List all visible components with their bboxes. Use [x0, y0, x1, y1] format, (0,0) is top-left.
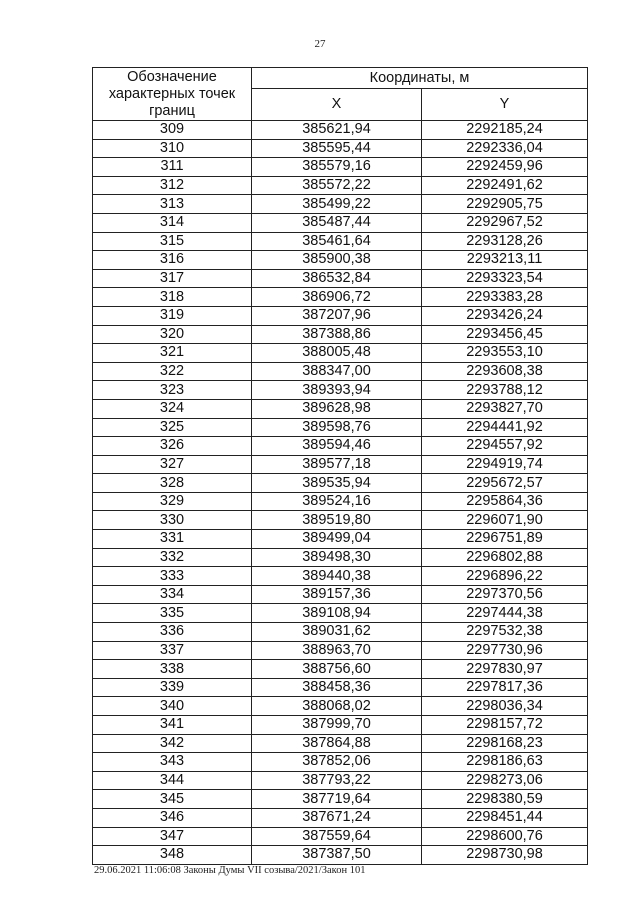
table-row: [93, 585, 588, 604]
y-cell: 2298600,76: [422, 827, 588, 846]
x-cell: 385487,44: [252, 213, 422, 232]
table-row: [93, 846, 588, 865]
table-row: [93, 716, 588, 735]
y-cell: 2292336,04: [422, 139, 588, 158]
x-cell: 386906,72: [252, 288, 422, 307]
x-cell: 389524,16: [252, 492, 422, 511]
y-cell: 2293426,24: [422, 306, 588, 325]
x-cell: 387388,86: [252, 325, 422, 344]
table-row: [93, 734, 588, 753]
x-cell: 385579,16: [252, 158, 422, 177]
point-cell: 313: [93, 195, 252, 214]
x-cell: 385900,38: [252, 251, 422, 270]
x-cell: 389108,94: [252, 604, 422, 623]
y-cell: 2293827,70: [422, 399, 588, 418]
table-row: [93, 771, 588, 790]
table-row: [93, 362, 588, 381]
x-cell: 388068,02: [252, 697, 422, 716]
point-cell: 332: [93, 548, 252, 567]
x-cell: 387719,64: [252, 790, 422, 809]
x-cell: 389535,94: [252, 474, 422, 493]
table-row: [93, 399, 588, 418]
point-cell: 338: [93, 660, 252, 679]
x-cell: 387207,96: [252, 306, 422, 325]
y-cell: 2298168,23: [422, 734, 588, 753]
header-x: X: [252, 89, 422, 121]
point-cell: 341: [93, 716, 252, 735]
table-row: [93, 492, 588, 511]
table-row: [93, 827, 588, 846]
x-cell: 387671,24: [252, 808, 422, 827]
table-row: [93, 623, 588, 642]
y-cell: 2294557,92: [422, 437, 588, 456]
y-cell: 2296751,89: [422, 530, 588, 549]
y-cell: 2297370,56: [422, 585, 588, 604]
y-cell: 2292459,96: [422, 158, 588, 177]
point-cell: 323: [93, 381, 252, 400]
point-cell: 344: [93, 771, 252, 790]
y-cell: 2298186,63: [422, 753, 588, 772]
y-cell: 2293383,28: [422, 288, 588, 307]
table-row: [93, 474, 588, 493]
page-number: 27: [314, 38, 326, 50]
point-cell: 314: [93, 213, 252, 232]
x-cell: 385621,94: [252, 121, 422, 140]
y-cell: 2294441,92: [422, 418, 588, 437]
y-cell: 2298273,06: [422, 771, 588, 790]
table-row: [93, 604, 588, 623]
point-cell: 340: [93, 697, 252, 716]
y-cell: 2297817,36: [422, 678, 588, 697]
y-cell: 2293788,12: [422, 381, 588, 400]
point-cell: 339: [93, 678, 252, 697]
x-cell: 385461,64: [252, 232, 422, 251]
table-row: [93, 344, 588, 363]
point-cell: 312: [93, 176, 252, 195]
point-cell: 334: [93, 585, 252, 604]
table-row: [93, 437, 588, 456]
point-cell: 317: [93, 269, 252, 288]
x-cell: 387793,22: [252, 771, 422, 790]
table-row: [93, 288, 588, 307]
x-cell: 387999,70: [252, 716, 422, 735]
y-cell: 2297730,96: [422, 641, 588, 660]
x-cell: 389440,38: [252, 567, 422, 586]
point-cell: 320: [93, 325, 252, 344]
point-cell: 330: [93, 511, 252, 530]
point-cell: 321: [93, 344, 252, 363]
table-row: [93, 325, 588, 344]
table-row: [93, 381, 588, 400]
point-cell: 336: [93, 623, 252, 642]
table-row: [93, 678, 588, 697]
x-cell: 389393,94: [252, 381, 422, 400]
x-cell: 389628,98: [252, 399, 422, 418]
table-row: [93, 251, 588, 270]
point-cell: 345: [93, 790, 252, 809]
y-cell: 2295672,57: [422, 474, 588, 493]
x-cell: 389499,04: [252, 530, 422, 549]
footer-stamp: 29.06.2021 11:06:08 Законы Думы VII созыва/2021/Закон 101: [94, 865, 366, 876]
y-cell: 2293608,38: [422, 362, 588, 381]
table-row: [93, 567, 588, 586]
y-cell: 2298036,34: [422, 697, 588, 716]
table-row: [93, 455, 588, 474]
x-cell: 385572,22: [252, 176, 422, 195]
x-cell: 389157,36: [252, 585, 422, 604]
x-cell: 388005,48: [252, 344, 422, 363]
point-cell: 322: [93, 362, 252, 381]
table-row: [93, 753, 588, 772]
point-cell: 346: [93, 808, 252, 827]
y-cell: 2293213,11: [422, 251, 588, 270]
x-cell: 387852,06: [252, 753, 422, 772]
x-cell: 388963,70: [252, 641, 422, 660]
table-row: [93, 530, 588, 549]
table-row: [93, 158, 588, 177]
y-cell: 2298451,44: [422, 808, 588, 827]
x-cell: 387864,88: [252, 734, 422, 753]
table-row: [93, 548, 588, 567]
x-cell: 388347,00: [252, 362, 422, 381]
point-cell: 319: [93, 306, 252, 325]
y-cell: 2298380,59: [422, 790, 588, 809]
x-cell: 387387,50: [252, 846, 422, 865]
point-cell: 331: [93, 530, 252, 549]
table-row: [93, 660, 588, 679]
point-cell: 329: [93, 492, 252, 511]
x-cell: 388756,60: [252, 660, 422, 679]
y-cell: 2296802,88: [422, 548, 588, 567]
point-cell: 347: [93, 827, 252, 846]
table-row: [93, 511, 588, 530]
coordinates-table: [92, 67, 588, 865]
point-cell: 342: [93, 734, 252, 753]
point-cell: 333: [93, 567, 252, 586]
y-cell: 2298157,72: [422, 716, 588, 735]
x-cell: 389577,18: [252, 455, 422, 474]
y-cell: 2293128,26: [422, 232, 588, 251]
header-y: Y: [422, 89, 588, 121]
table-row: [93, 213, 588, 232]
y-cell: 2297444,38: [422, 604, 588, 623]
point-cell: 310: [93, 139, 252, 158]
y-cell: 2292967,52: [422, 213, 588, 232]
table-row: [93, 641, 588, 660]
point-cell: 311: [93, 158, 252, 177]
x-cell: 389598,76: [252, 418, 422, 437]
x-cell: 389031,62: [252, 623, 422, 642]
table-row: [93, 232, 588, 251]
y-cell: 2293456,45: [422, 325, 588, 344]
y-cell: 2293553,10: [422, 344, 588, 363]
header-point-designation: Обозначение характерных точек границ: [93, 68, 252, 121]
y-cell: 2298730,98: [422, 846, 588, 865]
table-row: [93, 418, 588, 437]
table-row: [93, 790, 588, 809]
x-cell: 386532,84: [252, 269, 422, 288]
header-coordinates: Координаты, м: [252, 68, 588, 89]
y-cell: 2297830,97: [422, 660, 588, 679]
table-row: [93, 697, 588, 716]
table-row: [93, 808, 588, 827]
x-cell: 385595,44: [252, 139, 422, 158]
y-cell: 2296071,90: [422, 511, 588, 530]
y-cell: 2292905,75: [422, 195, 588, 214]
point-cell: 324: [93, 399, 252, 418]
point-cell: 309: [93, 121, 252, 140]
point-cell: 318: [93, 288, 252, 307]
x-cell: 389594,46: [252, 437, 422, 456]
table-row: [93, 195, 588, 214]
x-cell: 388458,36: [252, 678, 422, 697]
table-row: [93, 139, 588, 158]
table-row: [93, 269, 588, 288]
point-cell: 335: [93, 604, 252, 623]
point-cell: 326: [93, 437, 252, 456]
table-row: [93, 176, 588, 195]
point-cell: 327: [93, 455, 252, 474]
point-cell: 337: [93, 641, 252, 660]
y-cell: 2293323,54: [422, 269, 588, 288]
y-cell: 2296896,22: [422, 567, 588, 586]
y-cell: 2292185,24: [422, 121, 588, 140]
point-cell: 328: [93, 474, 252, 493]
x-cell: 387559,64: [252, 827, 422, 846]
table-body: [93, 121, 588, 865]
y-cell: 2292491,62: [422, 176, 588, 195]
table-row: [93, 121, 588, 140]
point-cell: 315: [93, 232, 252, 251]
point-cell: 343: [93, 753, 252, 772]
y-cell: 2294919,74: [422, 455, 588, 474]
point-cell: 348: [93, 846, 252, 865]
table-row: [93, 306, 588, 325]
y-cell: 2295864,36: [422, 492, 588, 511]
point-cell: 325: [93, 418, 252, 437]
x-cell: 389498,30: [252, 548, 422, 567]
point-cell: 316: [93, 251, 252, 270]
x-cell: 385499,22: [252, 195, 422, 214]
x-cell: 389519,80: [252, 511, 422, 530]
y-cell: 2297532,38: [422, 623, 588, 642]
